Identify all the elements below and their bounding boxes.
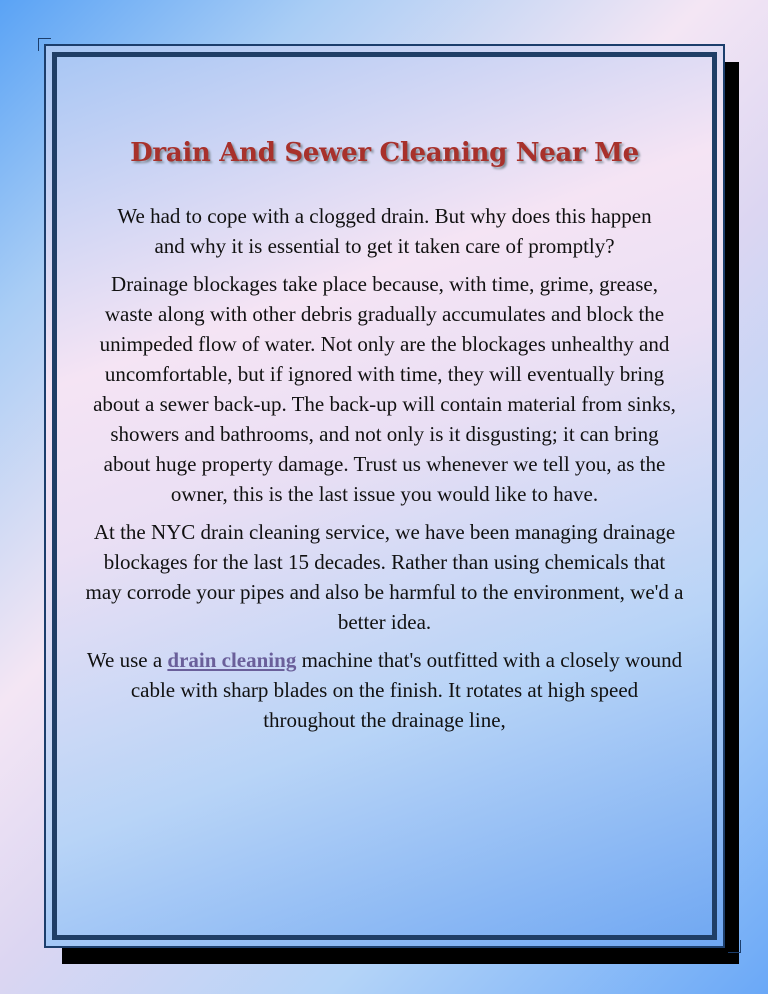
corner-mark-top-left [38,38,51,51]
page-title: Drain And Sewer Cleaning Near Me [130,138,639,168]
drain-cleaning-link[interactable]: drain cleaning [167,648,297,672]
paragraph-machine-rest: machine that's outfitted with a closely wound cable with sharp blades on the finish. It rotates at high speed throughout the drainage line, [130,648,683,732]
paragraph-blockages: Drainage blockages take place because, with time, grime, grease, waste along with other debris gradually accumulates and block the unimpeded flow of water. Not only are the blockages unhealthy and uncomfortable, but if ignored with time, they will eventually bring about a sewer back-up. The back-up will contain material from sinks, showers and bathrooms, and not only is it disgusting; it can bring about huge property damage. Trust us whenever we tell you, as the owner, this is the last issue you would like to have. [93,272,676,506]
paragraph-machine-lead: We use a [86,648,168,672]
corner-mark-bottom-right [728,940,741,953]
paragraph-intro: We had to cope with a clogged drain. But why does this happen and why it is essential to get it taken care of promptly? [117,204,652,258]
document-content [44,60,725,735]
paragraph-machine [44,645,725,735]
paragraph-nyc-service: At the NYC drain cleaning service, we have been managing drainage blockages for the last 15 decades. Rather than using chemicals that may corrode your pipes and also be harmful to the environment, we'd a better idea. [85,520,684,634]
